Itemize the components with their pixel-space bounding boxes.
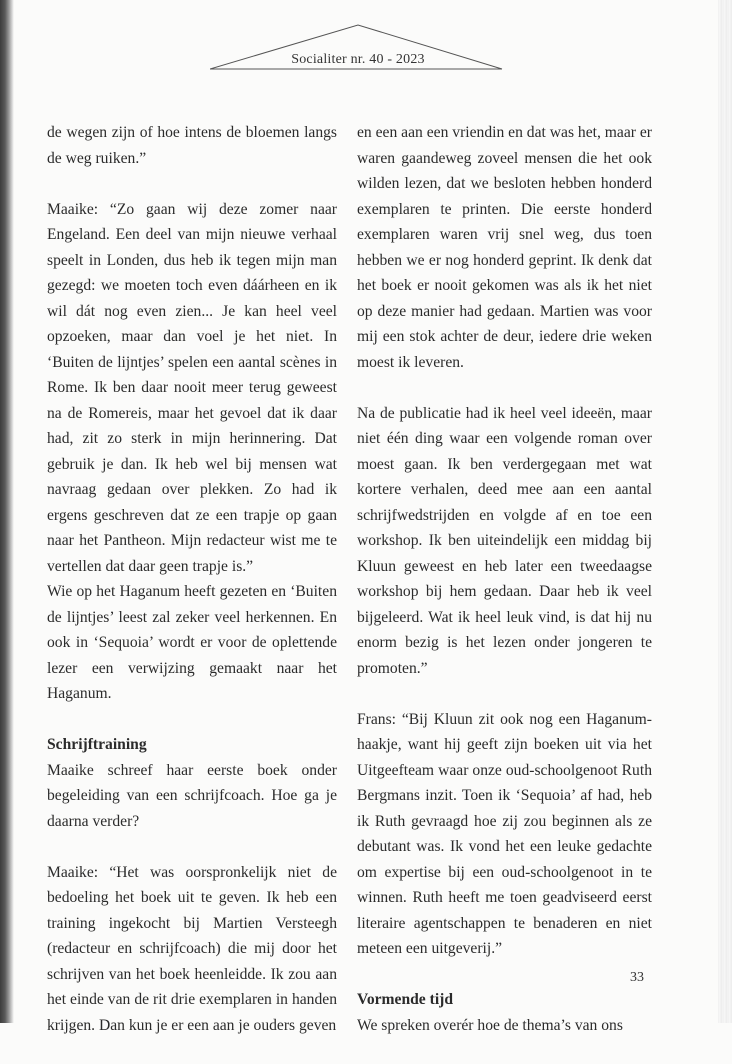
scan-left-edge-shadow xyxy=(0,0,14,1023)
paragraph: Na de publicatie had ik heel veel ideeën, maar niet één ding waar een volgende roman over moest gaan. Ik ben verdergegaan met wat kortere verhalen, deed mee aan een aantal schrijfwedstrijden en volgde af en toe een workshop. Ik ben uiteindelijk een middag bij Kluun geweest en heb later een tweedaagse workshop bij hem gedaan. Daar heb ik veel bijgeleerd. Wat ik heel leuk vind, is dat hij nu enorm bezig is het lezen onder jongeren te promoten.” xyxy=(357,404,652,677)
section-heading: Vormende tijd xyxy=(357,991,454,1008)
left-column xyxy=(47,120,337,1064)
paragraph: Maaike schreef haar eerste boek onder begeleiding van een schrijfcoach. Hoe ga je daarna verder? xyxy=(47,761,337,830)
page-number: 33 xyxy=(630,970,644,985)
paragraph: Maaike: “Het was oorspronkelijk niet de bedoeling het boek uit te geven. Ik heb een training ingekocht bij Martien Versteegh (redacteur en schrijfcoach) die mij door het schrijven van het boek heenleidde. Ik zou aan het einde van de rit drie exemplaren in handen krijgen. Dan kun je er een aan je ouders geven xyxy=(47,863,337,1034)
paragraph: de wegen zijn of hoe intens de bloemen langs de weg ruiken.” xyxy=(47,124,337,167)
running-header xyxy=(210,24,506,70)
paragraph: Maaike: “Zo gaan wij deze zomer naar Engeland. Een deel van mijn nieuwe verhaal speelt in Londen, dus heb ik tegen mijn man gezegd: we moeten toch even dáárheen en ik wil dát nog even zien... Je kan heel veel opzoeken, maar dan voel je het niet. In ‘Buiten de lijntjes’ spelen een aantal scènes in Rome. Ik ben daar nooit meer terug geweest na de Romereis, maar het gevoel dat ik daar had, zit zo sterk in mijn herinnering. Dat gebruik je dan. Ik heb wel bij mensen wat navraag gedaan over plekken. Zo had ik ergens geschreven dat ze een trapje op gaan naar het Pantheon. Mijn redacteur wist me te vertellen dat daar geen trapje is.” xyxy=(47,200,337,575)
paragraph: en een aan een vriendin en dat was het, maar er waren gaandeweg zoveel mensen die het ook wilden lezen, dat we besloten hebben honderd exemplaren te printen. Die eerste honderd exemplaren waren vrij snel weg, dus toen hebben we er nog honderd geprint. Ik denk dat het boek er nooit gekomen was als ik het niet op deze manier had gedaan. Martien was voor mij een stok achter de deur, iedere drie weken moest ik leveren. xyxy=(357,124,652,371)
paragraph: We spreken overér hoe de thema’s van ons xyxy=(357,1016,623,1034)
publication-title: Socialiter nr. 40 - 2023 xyxy=(291,52,425,67)
right-column xyxy=(357,120,652,1064)
scan-right-edge-binding xyxy=(718,0,732,1023)
section-heading: Schrijftraining xyxy=(47,736,147,753)
paragraph: Frans: “Bij Kluun zit ook nog een Haganum-haakje, want hij geeft zijn boeken uit via het Uitgeefteam waar onze oud-schoolgenoot Ruth Bergmans inzit. Toen ik ‘Sequoia’ af had, heb ik Ruth gevraagd hoe zij zou beginnen als ze debutant was. Ik vond het een leuke gedachte om expertise bij een oud-schoolgenoot in te winnen. Ruth heeft me toen geadviseerd eerst literaire agentschappen te benaderen en niet meteen een uitgeverij.” xyxy=(357,710,652,957)
paragraph: Wie op het Haganum heeft gezeten en ‘Buiten de lijntjes’ leest zal zeker veel herkennen. En ook in ‘Sequoia’ wordt er voor de oplettende lezer een verwijzing gemaakt naar het Haganum. xyxy=(47,583,337,702)
